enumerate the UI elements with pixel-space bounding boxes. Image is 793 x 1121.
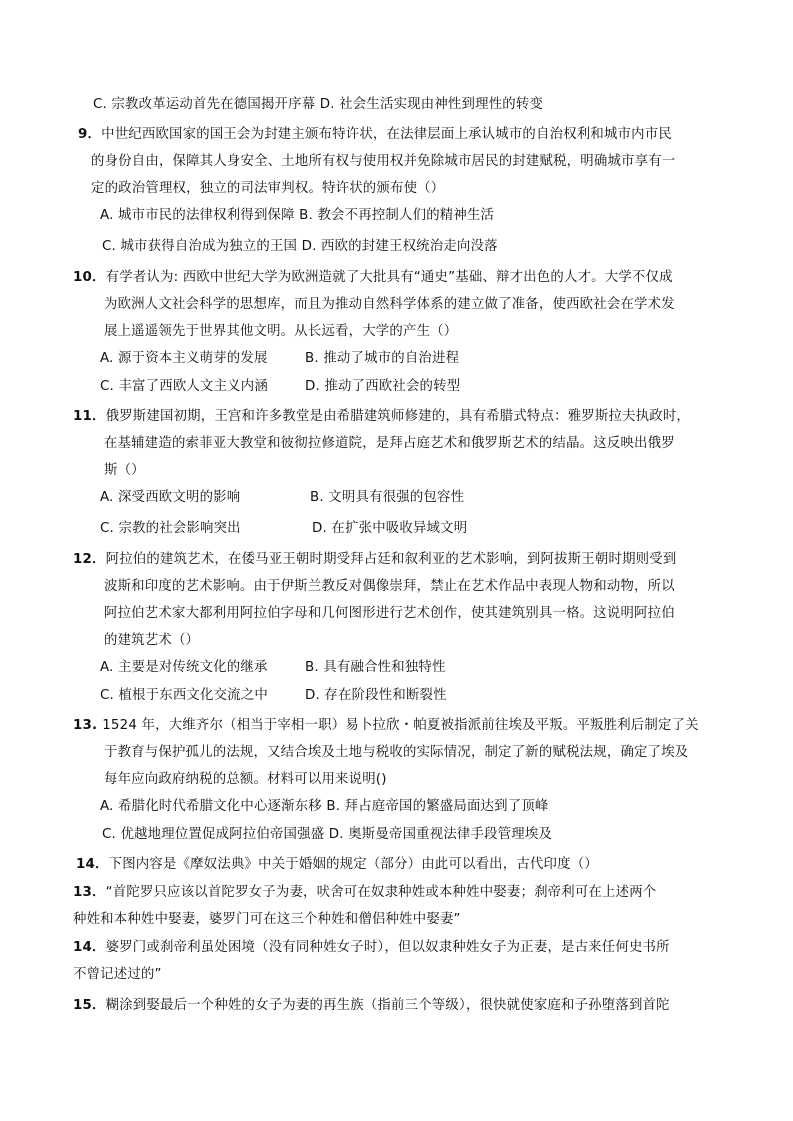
question-9-line-3: 定的政治管理权，独立的司法审判权。特许状的颁布使（） [91, 181, 445, 196]
quote-number: 14． [73, 940, 106, 955]
question-9-line-2: 的身份自由，保障其人身安全、土地所有权与使用权并免除城市居民的封建赋税，明确城市享有一 [91, 154, 676, 169]
question-10-line-1: 10．有学者认为: 西欧中世纪大学为欧洲造就了大批具有“通史”基础、辩才出色的人才。大学不仅成 [73, 270, 673, 285]
question-11-line-1: 11．俄罗斯建国初期，王宫和许多教堂是由希腊建筑师修建的，具有希腊式特点：雅罗斯拉夫执政时， [73, 409, 691, 424]
question-10-option-c: C. 丰富了西欧人文主义内涵 [100, 379, 268, 394]
question-13-options-ab: A. 希腊化时代希腊文化中心逐渐东移 B. 拜占庭帝国的繁盛局面达到了顶峰 [100, 799, 549, 814]
question-12-line-3: 阿拉伯艺术家大都利用阿拉伯字母和几何图形进行艺术创作，使其建筑别具一格。这说明阿拉伯 [104, 606, 675, 621]
quote-15-line-1: 15．糊涂到娶最后一个种姓的女子为妻的再生族（指前三个等级），很快就使家庭和子孙堕落到首陀 [73, 998, 670, 1013]
question-14-stem: 14．下图内容是《摩奴法典》中关于婚姻的规定（部分）由此可以看出，古代印度（） [76, 857, 598, 872]
question-13-line-1: 13. 1524 年，大维齐尔（相当于宰相一职）易卜拉欣・帕夏被指派前往埃及平叛。平叛胜利后制定了关 [73, 718, 699, 733]
quote-number: 15． [73, 998, 106, 1013]
quote-14-line-2: 不曾记述过的” [73, 967, 162, 982]
question-12-line-1: 12．阿拉伯的建筑艺术，在倭马亚王朝时期受拜占廷和叙利亚的艺术影响，到阿拔斯王朝时期则受到 [73, 552, 677, 567]
question-12-option-c: C. 植根于东西文化交流之中 [100, 688, 268, 703]
question-11-option-d: D. 在扩张中吸收异域文明 [312, 521, 468, 536]
question-12-option-a: A. 主要是对传统文化的继承 [100, 660, 268, 675]
question-12-option-b: B. 具有融合性和独特性 [305, 660, 446, 675]
question-13-line-2: 于教育与保护孤儿的法规，又结合埃及土地与税收的实际情况，制定了新的赋税法规，确定了埃及 [104, 745, 689, 760]
question-12-line-2: 波斯和印度的艺术影响。由于伊斯兰教反对偶像崇拜，禁止在艺术作品中表现人物和动物，所以 [104, 579, 675, 594]
question-9-options-ab: A. 城市市民的法律权利得到保障 B. 教会不再控制人们的精神生活 [100, 208, 495, 223]
question-number: 11． [73, 409, 106, 424]
question-12-option-d: D. 存在阶段性和断裂性 [305, 688, 447, 703]
question-number: 14． [76, 857, 109, 872]
question-number: 10． [73, 270, 106, 285]
question-number: 12． [73, 552, 106, 567]
question-number: 9． [78, 127, 102, 142]
question-11-line-2: 在基辅建造的索菲亚大教堂和彼彻拉修道院，是拜占庭艺术和俄罗斯艺术的结晶。这反映出俄罗 [104, 436, 675, 451]
question-10-option-d: D. 推动了西欧社会的转型 [305, 379, 461, 394]
question-11-option-c: C. 宗教的社会影响突出 [100, 521, 241, 536]
question-12-line-4: 的建筑艺术（） [104, 633, 200, 648]
question-10-option-b: B. 推动了城市的自治进程 [305, 351, 460, 366]
question-11-line-3: 斯（） [104, 463, 145, 478]
question-10-option-a: A. 源于资本主义萌芽的发展 [100, 351, 268, 366]
question-13-line-3: 每年应向政府纳税的总额。材料可以用来说明() [104, 772, 387, 787]
quote-14-line-1: 14．婆罗门或刹帝利虽处困境（没有同种姓女子时），但以奴隶种姓女子为正妻，是古来任何史书所 [73, 940, 670, 955]
question-number: 13. [73, 718, 103, 733]
question-9-line-1: 9．中世纪西欧国家的国王会为封建主颁布特许状，在法律层面上承认城市的自治权利和城市内市民 [78, 127, 672, 142]
quote-number: 13． [73, 885, 106, 900]
question-11-option-a: A. 深受西欧文明的影响 [100, 490, 241, 505]
question-11-option-b: B. 文明具有很强的包容性 [310, 490, 465, 505]
quote-13-line-2: 种姓和本种姓中娶妻，婆罗门可在这三个种姓和僧侣种姓中娶妻” [73, 912, 461, 927]
option-line-8-cd: C. 宗教改革运动首先在德国揭开序幕 D. 社会生活实现由神性到理性的转变 [93, 97, 544, 112]
quote-13-line-1: 13．“首陀罗只应该以首陀罗女子为妻，吠舍可在奴隶种姓或本种姓中娶妻；刹帝利可在上述两个 [73, 885, 657, 900]
question-9-options-cd: C. 城市获得自治成为独立的王国 D. 西欧的封建王权统治走向没落 [102, 239, 498, 254]
question-10-line-3: 展上遥遥领先于世界其他文明。从长远看，大学的产生（） [104, 324, 458, 339]
question-10-line-2: 为欧洲人文社会科学的思想库，而且为推动自然科学体系的建立做了准备，使西欧社会在学术发 [104, 297, 675, 312]
question-13-options-cd: C. 优越地理位置促成阿拉伯帝国强盛 D. 奥斯曼帝国重视法律手段管理埃及 [102, 827, 553, 842]
